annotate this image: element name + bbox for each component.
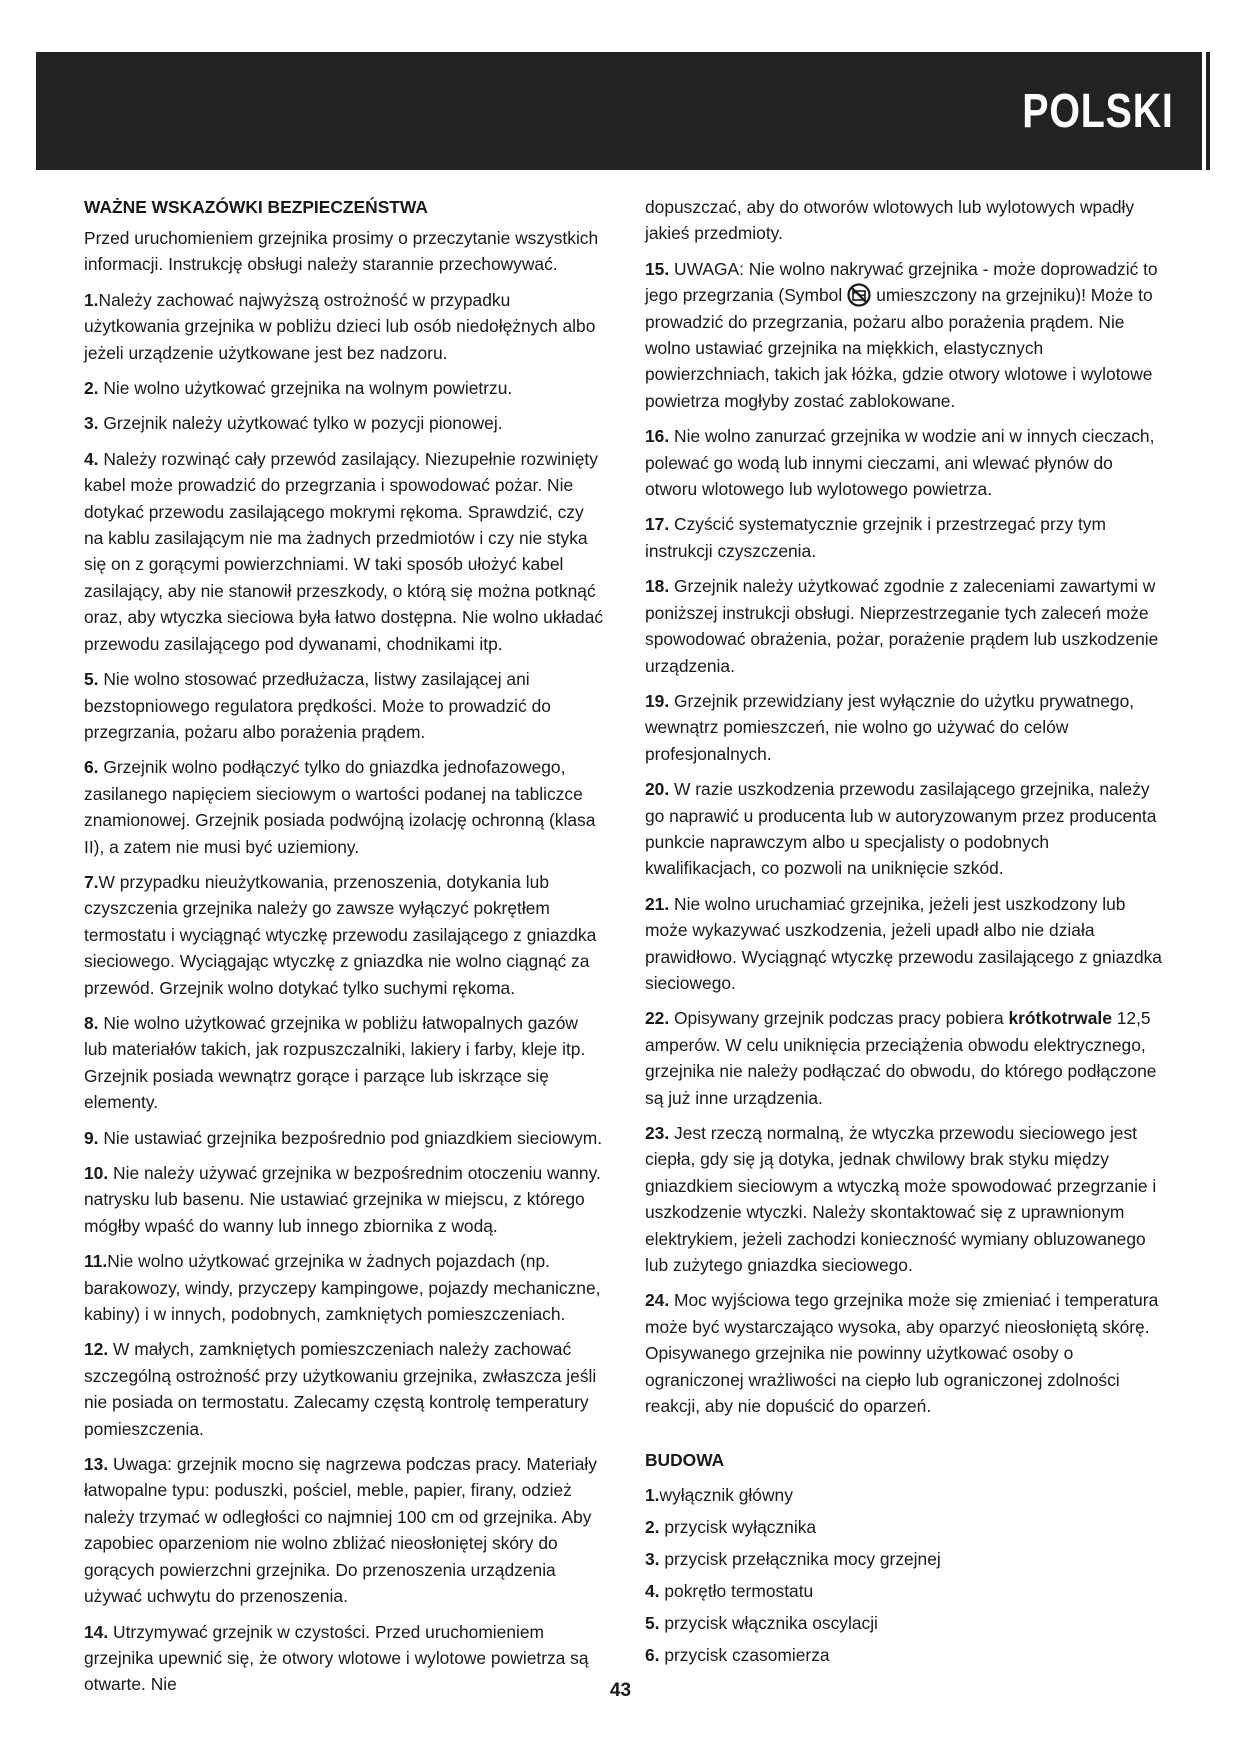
safety-item-13	[84, 1451, 604, 1609]
item-number: 3.	[645, 1549, 660, 1570]
safety-item-2	[84, 375, 604, 401]
item-text: Grzejnik należy użytkować zgodnie z zaleceniami zawartymi w poniższej instrukcji obsługi. Nieprzestrzeganie tych zaleceń może spowodować obrażenia, pożar, porażenie prądem lub uszkodzenie urządzenia.	[645, 576, 1159, 676]
safety-item-21	[645, 891, 1165, 997]
safety-item-4	[84, 446, 604, 657]
item-text: UWAGA: Nie wolno nakrywać grzejnika - może doprowadzić to jego przegrzania (Symbol	[645, 258, 1158, 306]
item-text: Nie wolno użytkować grzejnika w pobliżu łatwopalnych gazów lub materiałów takich, jak rozpuszczalniki, lakiery i farby, kleje itp. Grzejnik posiada wewnątrz gorące i parzące lub iskrzące się elementy.	[84, 1012, 586, 1113]
safety-item-5	[84, 666, 604, 745]
item-text: Należy rozwinąć cały przewód zasilający. Niezupełnie rozwinięty kabel może prowadzić do przegrzania i spowodować pożar. Nie dotykać przewodu zasilającego mokrymi rękoma. Sprawdzić, czy na kablu zasilającym nie ma żadnych przedmiotów i czy nie styka się on z gorącymi powierzchniami. W taki sposób ułożyć kabel zasilający, aby nie stanowił przeszkody, o którą się można potknąć oraz, aby wtyczka sieciowa była łatwo dostępna. Nie wolno układać przewodu zasilającego pod dywanami, chodnikami itp.	[84, 448, 604, 654]
item-number: 19.	[645, 690, 670, 711]
safety-item-19	[645, 688, 1165, 767]
right-column	[645, 194, 1165, 1674]
item-number: 12.	[84, 1339, 109, 1360]
item-number: 18.	[645, 576, 670, 597]
safety-item-6	[84, 754, 604, 860]
item-text: W razie uszkodzenia przewodu zasilającego grzejnika, należy go naprawić u producenta lub w autoryzowanym przez producenta punkcie naprawczym albo u specjalisty o podobnych kwalifikacjach, co pozwoli na uniknięcie szkód.	[645, 779, 1157, 879]
safety-title: WAŻNE WSKAZÓWKI BEZPIECZEŃSTWA	[84, 197, 428, 217]
item-text: pokrętło termostatu	[659, 1581, 814, 1602]
item-number: 23.	[645, 1123, 670, 1143]
item-text: Uwaga: grzejnik mocno się nagrzewa podczas pracy. Materiały łatwopalne typu: poduszki, pościel, meble, papier, firany, odzież należy trzymać w odległości co najmniej 100 cm od grzejnika. Aby zapobiec oparzeniom nie wolno zbliżać nieosłoniętej skóry do gorących powierzchni grzejnika. Do przenoszenia urządzenia używać uchwytu do przenoszenia.	[84, 1454, 597, 1607]
item-text: Moc wyjściowa tego grzejnika może się zmieniać i temperatura może być wystarczająco wysoka, aby oparzyć nieosłoniętą skórę. Opisywanego grzejnika nie powinny użytkować osoby o ograniczonej wrażliwości na ciepło lub ograniczonej zdolności reakcji, aby nie dopuścić do oparzeń.	[645, 1290, 1159, 1417]
item-number: 11.	[84, 1251, 108, 1272]
item-text: W przypadku nieużytkowania, przenoszenia, dotykania lub czyszczenia grzejnika należy go zawsze wyłączyć pokrętłem termostatu i wyciągnąć wtyczkę przewodu zasilającego z gniazdka sieciowego. Wyciągając wtyczkę z gniazdka nie wolno ciągnąć za przewód. Grzejnik wolno dotykać tylko suchymi rękoma.	[84, 871, 597, 998]
item-number: 6.	[84, 757, 99, 778]
safety-item-3	[84, 410, 604, 436]
item-text: przycisk włącznika oscylacji	[659, 1613, 878, 1634]
item-text-bold: krótkotrwale	[1008, 1008, 1112, 1029]
item-number: 22.	[645, 1008, 670, 1029]
item-text: przycisk czasomierza	[659, 1645, 830, 1666]
page-number: 43	[609, 1680, 632, 1701]
item-number: 15.	[645, 258, 670, 279]
item-text: przycisk wyłącznika	[659, 1517, 817, 1538]
item-text: W małych, zamkniętych pomieszczeniach należy zachować szczególną ostrożność przy użytkowaniu grzejnika, zwłaszcza jeśli nie posiada on termostatu. Zalecamy częstą kontrolę temperatury pomieszczenia.	[84, 1339, 597, 1439]
item-number: 1.	[84, 289, 99, 310]
left-column	[84, 194, 604, 1707]
item-number: 21.	[645, 893, 670, 914]
item-number: 24.	[645, 1290, 670, 1311]
item-number: 14.	[84, 1621, 109, 1642]
item-number: 5.	[645, 1613, 660, 1634]
safety-item-16	[645, 423, 1165, 502]
budowa-list	[645, 1482, 1165, 1668]
item-text: Nie wolno uruchamiać grzejnika, jeżeli jest uszkodzony lub może wykazywać uszkodzenia, jeżeli upadł albo nie działa prawidłowo. Wyciągnąć wtyczkę przewodu zasilającego z gniazdka sieciowego.	[645, 893, 1162, 993]
item-text: Nie wolno użytkować grzejnika w żadnych pojazdach (np. barakowozy, windy, przyczepy kampingowe, pojazdy mechaniczne, kabiny) i w innych, podobnych, zamkniętych pomieszczeniach.	[84, 1251, 601, 1325]
item-text: Nie wolno użytkować grzejnika na wolnym powietrzu.	[98, 378, 513, 399]
safety-item-24	[645, 1287, 1165, 1419]
item-text: Jest rzeczą normalną, że wtyczka przewodu sieciowego jest ciepła, gdy się ją dotyka, jednak chwilowy brak styku między gniazdkiem sieciowym a wtyczką może spowodować przegrzanie i uszkodzenie wtyczki. Należy skontaktować się z uprawnionym elektrykiem, jeżeli zachodzi konieczność wymiany obluzowanego lub zużytego gniazdka sieciowego.	[645, 1123, 1157, 1276]
item-number: 8.	[84, 1012, 99, 1033]
item-text: Grzejnik wolno podłączyć tylko do gniazdka jednofazowego, zasilanego napięciem sieciowym o wartości podanej na tabliczce znamionowej. Grzejnik posiada podwójną izolację ochronną (klasa II), a zatem nie musi być uziemiony.	[84, 757, 596, 857]
safety-item-23	[645, 1120, 1165, 1278]
item-number: 13.	[84, 1454, 109, 1475]
item-text: Nie wolno stosować przedłużacza, listwy zasilającej ani bezstopniowego regulatora prędkości. Może to prowadzić do przegrzania, pożaru albo porażenia prądem.	[84, 669, 551, 742]
item-text-after: 12,5 amperów. W celu uniknięcia przeciążenia obwodu elektrycznego, grzejnika nie należy podłączać do obwodu, do którego podłączone są już inne urządzenia.	[645, 1008, 1157, 1108]
safety-item-9	[84, 1125, 604, 1151]
do-not-cover-icon	[846, 283, 872, 307]
item-text: Utrzymywać grzejnik w czystości. Przed uruchomieniem grzejnika upewnić się, że otwory wlotowe i wylotowe powietrza są otwarte. Nie	[84, 1621, 589, 1695]
budowa-item-4	[645, 1578, 1165, 1604]
item-text: Opisywany grzejnik podczas pracy pobiera	[669, 1008, 1009, 1029]
budowa-item-6	[645, 1642, 1165, 1668]
item-text-after-symbol: umieszczony na grzejniku)! Może to prowadzić do przegrzania, pożaru albo porażenia prądem. Nie wolno ustawiać grzejnika na miękkich, elastycznych powierzchniach, takich jak łóżka, gdzie otwory wlotowe i wylotowe powietrza mogłyby zostać zablokowane.	[645, 285, 1153, 411]
item-number: 5.	[84, 669, 99, 690]
safety-item-18	[645, 573, 1165, 679]
budowa-item-1	[645, 1482, 1165, 1508]
budowa-item-3	[645, 1546, 1165, 1572]
item-text: przycisk przełącznika mocy grzejnej	[659, 1549, 941, 1570]
safety-item-11	[84, 1248, 604, 1327]
safety-item-14-continuation: dopuszczać, aby do otworów wlotowych lub wylotowych wpadły jakieś przedmioty.	[645, 197, 1135, 244]
item-number: 9.	[84, 1127, 99, 1148]
item-number: 2.	[645, 1517, 660, 1538]
item-number: 10.	[84, 1163, 109, 1183]
language-header-bar	[36, 52, 1202, 170]
item-number: 6.	[645, 1645, 660, 1666]
item-text: Nie wolno zanurzać grzejnika w wodzie ani w innych cieczach, polewać go wodą lub innymi cieczami, ani wlewać płynów do otworu wlotowego lub wylotowego powietrza.	[645, 426, 1155, 500]
item-number: 17.	[645, 514, 670, 535]
item-text: Nie ustawiać grzejnika bezpośrednio pod gniazdkiem sieciowym.	[98, 1127, 603, 1148]
item-number: 7.	[84, 871, 99, 892]
item-number: 16.	[645, 426, 670, 447]
item-text: Grzejnik należy użytkować tylko w pozycji pionowej.	[98, 413, 503, 434]
safety-intro: Przed uruchomieniem grzejnika prosimy o przeczytanie wszystkich informacji. Instrukcję obsługi należy starannie przechowywać.	[84, 228, 599, 275]
safety-item-22	[645, 1005, 1165, 1111]
item-text: Nie należy używać grzejnika w bezpośrednim otoczeniu wanny. natrysku lub basenu. Nie ustawiać grzejnika w miejscu, z którego mógłby wpaść do wanny lub innego zbiornika z wodą.	[84, 1163, 601, 1236]
item-number: 3.	[84, 413, 99, 434]
safety-item-8	[84, 1010, 604, 1116]
safety-item-17	[645, 511, 1165, 564]
language-label: POLSKI	[1022, 85, 1174, 138]
budowa-item-5	[645, 1610, 1165, 1636]
budowa-item-2	[645, 1514, 1165, 1540]
item-text: wyłącznik główny	[659, 1485, 793, 1506]
safety-item-10	[84, 1160, 604, 1239]
safety-item-1	[84, 287, 604, 366]
header-edge	[1206, 52, 1210, 170]
item-text: Należy zachować najwyższą ostrożność w przypadku użytkowania grzejnika w pobliżu dzieci lub osób niedołężnych albo jeżeli urządzenie użytkowane jest bez nadzoru.	[84, 289, 596, 363]
safety-item-7	[84, 869, 604, 1001]
safety-item-15	[645, 256, 1165, 414]
item-number: 4.	[84, 448, 99, 469]
budowa-title: BUDOWA	[645, 1450, 725, 1471]
item-text: Czyścić systematycznie grzejnik i przestrzegać przy tym instrukcji czyszczenia.	[645, 514, 1106, 561]
item-number: 4.	[645, 1581, 660, 1602]
item-text: Grzejnik przewidziany jest wyłącznie do użytku prywatnego, wewnątrz pomieszczeń, nie wolno go używać do celów profesjonalnych.	[645, 690, 1135, 764]
safety-item-20	[645, 776, 1165, 882]
item-number: 1.	[645, 1485, 660, 1506]
item-number: 20.	[645, 779, 670, 800]
item-number: 2.	[84, 378, 99, 399]
safety-item-12	[84, 1336, 604, 1442]
